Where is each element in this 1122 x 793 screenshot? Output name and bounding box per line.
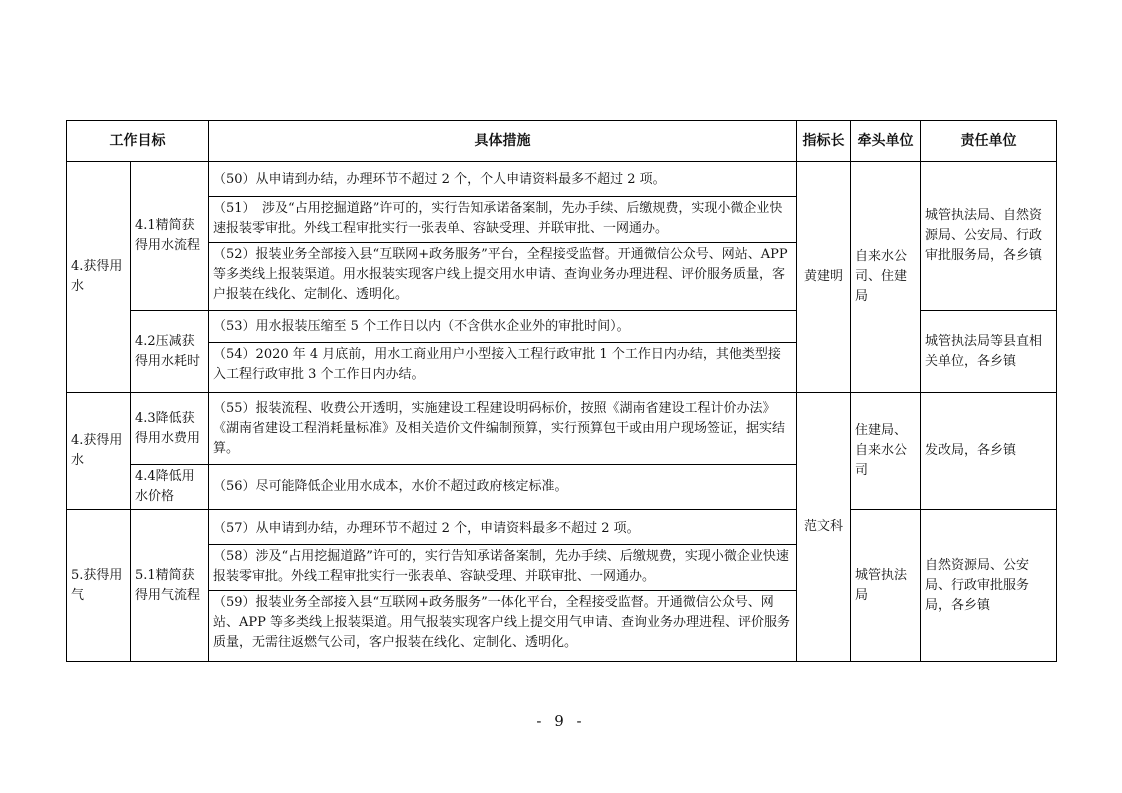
leader-cell: 黄建明 (797, 162, 851, 393)
measure-item: （51） 涉及“占用挖掘道路”许可的，实行告知承诺备案制，先办手续、后缴规费，实现小微企业快速报装零审批。外线工程审批实行一张表单、容缺受理、并联审批、一网通办。 (209, 197, 796, 243)
table-header-row (67, 121, 1057, 162)
measure-item: （59）报装业务全部接入县“互联网+政务服务”一体化平台，全程接受监督。开通微信公众号、网站、APP 等多类线上报装渠道。用气报装实现客户线上提交用气申请、查询业务办理进程、评价服务质量，无需往返燃气公司，客户报装在线化、定制化、透明化。 (213, 595, 791, 650)
resp-unit-cell: 自然资源局、公安局、行政审批服务局，各乡镇 (921, 510, 1057, 662)
leader-cell: 范文科 (797, 393, 851, 662)
table-row (67, 162, 1057, 311)
subgoal-cell: 4.2压减获得用水耗时 (131, 311, 209, 393)
measure-item: （57）从申请到办结，办理环节不超过 2 个，申请资料最多不超过 2 项。 (209, 513, 796, 545)
header-goal: 工作目标 (67, 121, 209, 162)
resp-unit-cell: 发改局，各乡镇 (921, 393, 1057, 510)
measures-cell (209, 162, 797, 311)
measure-item: （54）2020 年 4 月底前，用水工商业用户小型接入工程行政审批 1 个工作日内办结，其他类型接入工程行政审批 3 个工作日内办结。 (213, 347, 781, 382)
header-leader: 指标长 (797, 121, 851, 162)
lead-unit-cell: 自来水公司、住建局 (851, 162, 921, 393)
measures-table (66, 120, 1057, 662)
table-row (67, 393, 1057, 465)
measures-cell (209, 311, 797, 393)
measure-item: （58）涉及“占用挖掘道路”许可的，实行告知承诺备案制，先办手续、后缴规费，实现小微企业快速报装零审批。外线工程审批实行一张表单、容缺受理、并联审批、一网通办。 (209, 545, 796, 591)
goal-cell: 4.获得用水 (67, 393, 131, 510)
subgoal-cell: 4.1精简获得用水流程 (131, 162, 209, 311)
measure-item: （52）报装业务全部接入县“互联网+政务服务”平台，全程接受监督。开通微信公众号、网站、APP 等多类线上报装渠道。用水报装实现客户线上提交用水申请、查询业务办理进程、评价服务质量，客户报装在线化、定制化、透明化。 (213, 247, 788, 302)
goal-cell: 5.获得用气 (67, 510, 131, 662)
subgoal-cell: 4.3降低获得用水费用 (131, 393, 209, 465)
resp-unit-cell: 城管执法局、自然资源局、公安局、行政审批服务局，各乡镇 (921, 162, 1057, 311)
header-lead-unit: 牵头单位 (851, 121, 921, 162)
table-row (67, 510, 1057, 662)
measures-cell: （55）报装流程、收费公开透明，实施建设工程建设明码标价，按照《湖南省建设工程计价办法》《湖南省建设工程消耗量标准》及相关造价文件编制预算，实行预算包干或由用户现场签证，据实结算。 (209, 393, 797, 465)
lead-unit-cell: 城管执法局 (851, 510, 921, 662)
measures-cell: （56）尽可能降低企业用水成本，水价不超过政府核定标准。 (209, 465, 797, 510)
measure-item: （53）用水报装压缩至 5 个工作日以内（不含供水企业外的审批时间）。 (209, 311, 796, 343)
subgoal-cell: 4.4降低用水价格 (131, 465, 209, 510)
measures-cell (209, 510, 797, 662)
header-resp-unit: 责任单位 (921, 121, 1057, 162)
header-measures: 具体措施 (209, 121, 797, 162)
resp-unit-cell: 城管执法局等县直相关单位，各乡镇 (921, 311, 1057, 393)
page-number: - 9 - (536, 712, 586, 730)
goal-cell: 4.获得用水 (67, 162, 131, 393)
subgoal-cell: 5.1精简获得用气流程 (131, 510, 209, 662)
lead-unit-cell: 住建局、自来水公司 (851, 393, 921, 510)
measure-item: （50）从申请到办结，办理环节不超过 2 个，个人申请资料最多不超过 2 项。 (209, 162, 796, 197)
